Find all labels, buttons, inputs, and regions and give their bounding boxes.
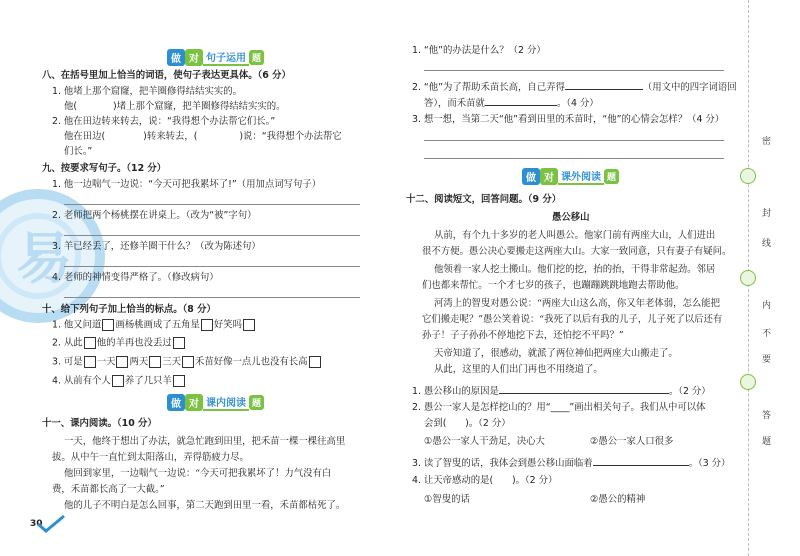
punctuation-box[interactable]: [84, 337, 96, 349]
choice-option[interactable]: ①智叟的话: [424, 494, 470, 505]
choice-option[interactable]: ①愚公一家人干劲足，决心大: [424, 436, 545, 447]
passage-line: 费，禾苗都长高了一大截。”: [52, 484, 165, 495]
q12-title: 十二、阅读短文，回答问题。（9 分）: [406, 194, 562, 205]
seal-char: 内: [762, 301, 772, 311]
answer-line[interactable]: [424, 70, 724, 71]
passage-line: 一天，他终于想出了办法，就急忙跑到田里，把禾苗一棵一棵往高里: [64, 436, 346, 447]
punctuation-box[interactable]: [84, 356, 96, 368]
q9-item1: 1. 他一边喘气一边说：“今天可把我累坏了!”（用加点词写句子）: [52, 179, 322, 190]
banner-label: 题: [249, 395, 264, 410]
story-line: 们也都来帮忙。一个才七岁的孩子，也蹦蹦跳跳地跑去帮助他。: [422, 280, 685, 291]
answer-line[interactable]: [64, 297, 360, 298]
banner-label: 对: [540, 168, 558, 185]
story-title: 愚公移山: [552, 212, 590, 223]
r-question3: 3. 想一想，当第二天“他”看到田里的禾苗时，“他”的心情会怎样？（4 分）: [412, 114, 725, 125]
r-q12-item2: 2. 愚公一家人是怎样挖山的？用“____”画出相关句子。我们从中可以体: [412, 402, 706, 413]
choice-option[interactable]: ②愚公一家人口很多: [590, 436, 674, 447]
q10-item4: 4. 从前有个人 养了几只羊: [52, 375, 186, 388]
answer-blank[interactable]: [565, 80, 643, 90]
banner-extracurricular-reading: [522, 168, 619, 184]
r-question2-cont: 答），而禾苗就 。（4 分）: [424, 98, 599, 109]
banner-sentence-usage: [167, 49, 264, 65]
r-q12-item3: 3. 读了智叟的话，我体会到愚公移山面临着 。（3 分）: [412, 458, 731, 469]
q8-title: 八、在括号里加上恰当的词语，使句子表达更具体。（6 分）: [42, 70, 291, 81]
story-line: 天帝知道了，很感动，就派了两位神仙把两座大山搬走了。: [434, 348, 678, 359]
answer-line[interactable]: [424, 158, 724, 159]
q10-title: 十、给下列句子加上恰当的标点。（8 分）: [42, 304, 216, 315]
banner-label: 对: [185, 49, 203, 66]
answer-line[interactable]: [424, 140, 724, 141]
q8-item2-answer: 他在田边( )转来转去，( )说：“我得想个办法帮它: [64, 131, 342, 142]
seal-dot-icon: [740, 270, 756, 286]
banner-label: 做: [522, 168, 540, 185]
checkmark-icon: [36, 514, 66, 534]
q8-item1-answer: 他( )堵上那个窟窿，把羊圈修得结结实实的。: [64, 101, 286, 112]
q8-item2-answer-cont: 们长。”: [64, 146, 93, 157]
punctuation-box[interactable]: [112, 375, 124, 387]
story-line: 很不方便。愚公决心要搬走这两座大山。大家一致同意，只有妻子有疑问。: [422, 246, 732, 257]
story-line: 河湾上的智叟对愚公说：“两座大山这么高，你又年老体弱，怎么能把: [434, 298, 721, 309]
answer-line[interactable]: [64, 235, 360, 236]
banner-label: 题: [249, 50, 264, 65]
punctuation-box[interactable]: [182, 356, 194, 368]
banner-label: 题: [604, 169, 619, 184]
answer-line[interactable]: [64, 204, 360, 205]
seal-char: 封: [762, 209, 772, 219]
q10-item1: 1. 他又问道 画杨桃画成了五角星 好笑吗: [52, 319, 256, 332]
choice-option[interactable]: ②愚公的精神: [590, 494, 646, 505]
q8-item2: 2. 他在田边转来转去，说：“我得想个办法帮它们长。”: [52, 116, 276, 127]
story-line: 他领着一家人挖土搬山。他们挖的挖，抬的抬，干得非常起劲。邻居: [434, 264, 716, 275]
r-question1: 1. “他”的办法是什么？（2 分）: [412, 45, 546, 56]
punctuation-box[interactable]: [309, 356, 321, 368]
banner-label: 对: [185, 394, 203, 411]
banner-title: 课内阅读: [203, 394, 249, 411]
seal-line-strip: [738, 0, 800, 556]
q9-item3: 3. 羊已经丢了，还修羊圈干什么？（改为陈述句）: [52, 241, 261, 252]
page-number: 30: [30, 519, 43, 529]
banner-label: 做: [167, 49, 185, 66]
seal-dot-icon: [740, 168, 756, 184]
q9-title: 九、按要求写句子。（12 分）: [42, 163, 167, 174]
seal-char: 题: [762, 437, 772, 447]
q9-item4: 4. 老师的神情变得严格了。（修改病句）: [52, 272, 219, 283]
r-q12-item2-cont: 会到( )。（2 分）: [424, 418, 511, 429]
punctuation-box[interactable]: [173, 337, 185, 349]
q10-item3: 3. 可是 一天 两天 三天 禾苗好像一点儿也没有长高: [52, 356, 322, 369]
r-question2: 2. “他”为了帮助禾苗长高，自己弄得 （用文中的四字词语回: [412, 82, 737, 93]
r-q12-item4: 4. 让天帝感动的是( )。（2 分）: [412, 475, 558, 486]
punctuation-box[interactable]: [102, 319, 114, 331]
banner-title: 句子运用: [203, 49, 249, 66]
seal-char: 密: [762, 137, 772, 147]
q8-item1: 1. 他堵上那个窟窿，把羊圈修得结结实实的。: [52, 86, 243, 97]
story-line: 从此，这里的人们出门再也不用绕道了。: [434, 364, 603, 375]
r-q12-item1: 1. 愚公移山的原因是 。（2 分）: [412, 386, 711, 397]
answer-blank[interactable]: [485, 96, 557, 106]
punctuation-box[interactable]: [243, 319, 255, 331]
svg-text:易: 易: [16, 227, 72, 292]
punctuation-box[interactable]: [116, 356, 128, 368]
passage-line: 他回到家里，一边喘气一边说：“今天可把我累坏了！力气没有白: [64, 468, 332, 479]
answer-blank[interactable]: [499, 384, 669, 394]
banner-title: 课外阅读: [558, 168, 604, 185]
seal-char: 答: [762, 411, 772, 421]
punctuation-box[interactable]: [173, 375, 185, 387]
q9-item2: 2. 老师把两个杨桃摆在讲桌上。（改为“被”字句）: [52, 210, 257, 221]
q10-item2: 2. 从此 他的羊再也没丢过: [52, 337, 186, 350]
punctuation-box[interactable]: [149, 356, 161, 368]
seal-char: 线: [762, 239, 772, 249]
answer-blank[interactable]: [593, 456, 689, 466]
passage-line: 他的儿子不明白是怎么回事，第二天跑到田里一看，禾苗都枯死了。: [64, 500, 346, 511]
story-line: 它们搬走呢？”愚公笑着说：“我死了以后有我的儿子，儿子死了以后还有: [422, 314, 723, 325]
story-line: 孙子！子子孙孙不停地挖下去，还怕挖不平吗？”: [422, 330, 624, 341]
banner-label: 做: [167, 394, 185, 411]
seal-dot-icon: [740, 374, 756, 390]
seal-char: 要: [762, 355, 772, 365]
answer-line[interactable]: [64, 266, 360, 267]
passage-line: 拔。从中午一直忙到太阳落山，弄得筋疲力尽。: [52, 452, 249, 463]
story-line: 从前，有个九十多岁的老人叫愚公。他家门前有两座大山，人们进出: [434, 230, 716, 241]
q11-title: 十一、课内阅读。（10 分）: [42, 418, 157, 429]
banner-in-class-reading: [167, 394, 264, 410]
punctuation-box[interactable]: [201, 319, 213, 331]
seal-char: 不: [762, 329, 772, 339]
